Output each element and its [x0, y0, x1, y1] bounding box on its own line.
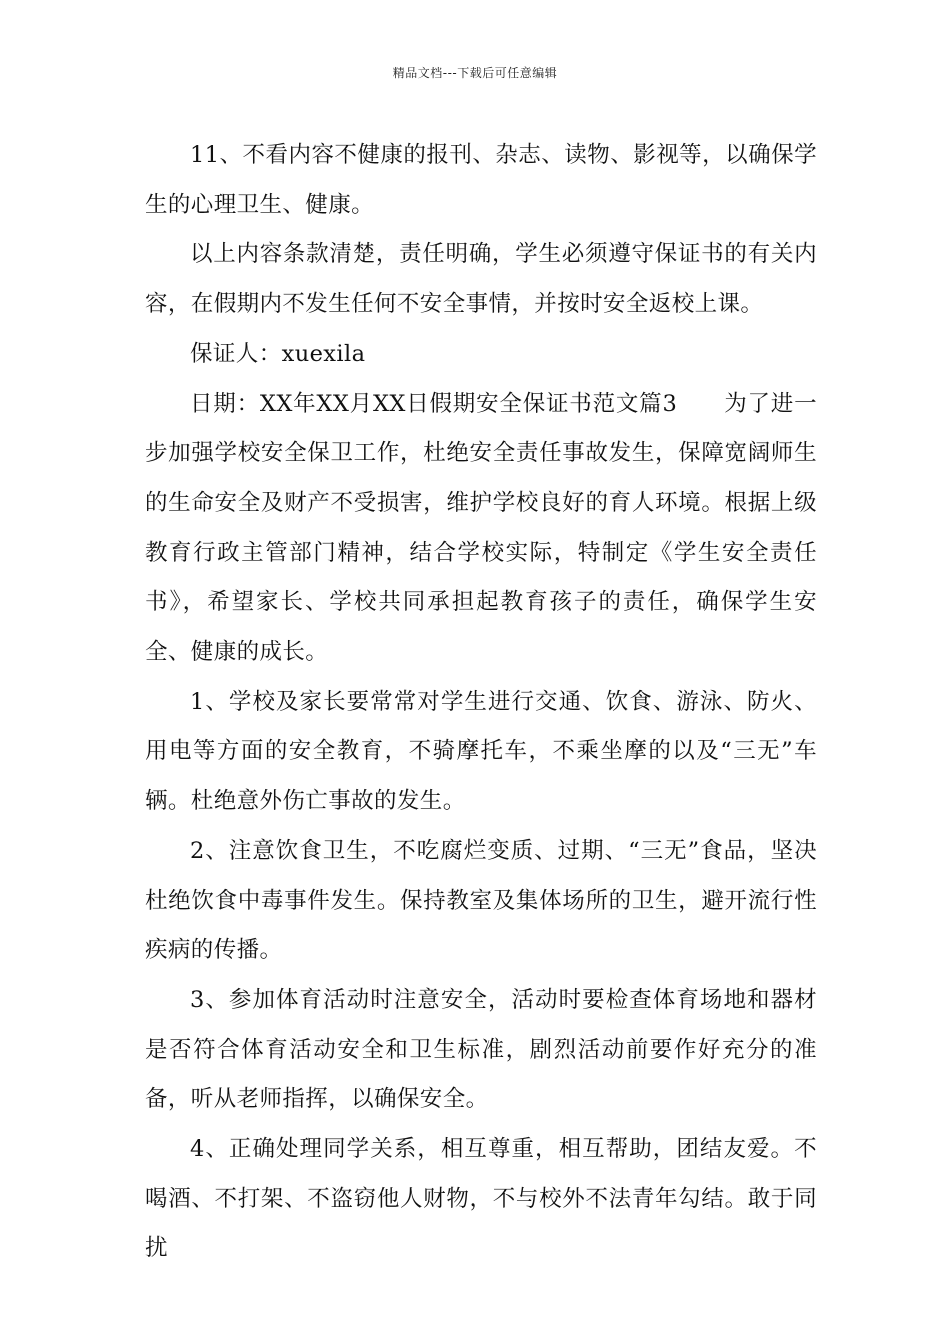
page-header: 精品文档---下载后可任意编辑 [392, 66, 558, 80]
paragraph-item-3: 3、参加体育活动时注意安全，活动时要检查体育场地和器材是否符合体育活动安全和卫生标准，剧烈活动前要作好充分的准备，听从老师指挥，以确保安全。 [145, 986, 817, 1113]
paragraph-item-4: 4、正确处理同学关系，相互尊重，相互帮助，团结友爱。不喝酒、不打架、不盗窃他人财物，不与校外不法青年勾结。敢于同扰 [145, 1136, 817, 1262]
document-body [145, 131, 817, 1274]
paragraph-summary: 以上内容条款清楚，责任明确，学生必须遵守保证书的有关内容，在假期内不发生任何不安全事情，并按时安全返校上课。 [145, 241, 817, 318]
paragraph-item-1: 1、学校及家长要常常对学生进行交通、饮食、游泳、防火、用电等方面的安全教育，不骑摩托车，不乘坐摩的以及“三无”车辆。杜绝意外伤亡事故的发生。 [145, 688, 817, 815]
paragraph-item-11: 11、不看内容不健康的报刊、杂志、读物、影视等，以确保学生的心理卫生、健康。 [145, 142, 817, 218]
paragraph-guarantor: 保证人：xuexila [190, 340, 366, 367]
paragraph-date-and-intro: 日期：XX年XX月XX日假期安全保证书范文篇3 为了进一步加强学校安全保卫工作，杜绝安全责任事故发生，保障宽阔师生的生命安全及财产不受损害，维护学校良好的育人环境。根据上级教育行政主管部门精神，结合学校实际，特制定《学生安全责任书》，希望家长、学校共同承担起教育孩子的责任，确保学生安全、健康的成长。 [145, 390, 817, 666]
paragraph-item-2: 2、注意饮食卫生，不吃腐烂变质、过期、“三无”食品，坚决杜绝饮食中毒事件发生。保持教室及集体场所的卫生，避开流行性疾病的传播。 [145, 837, 817, 964]
